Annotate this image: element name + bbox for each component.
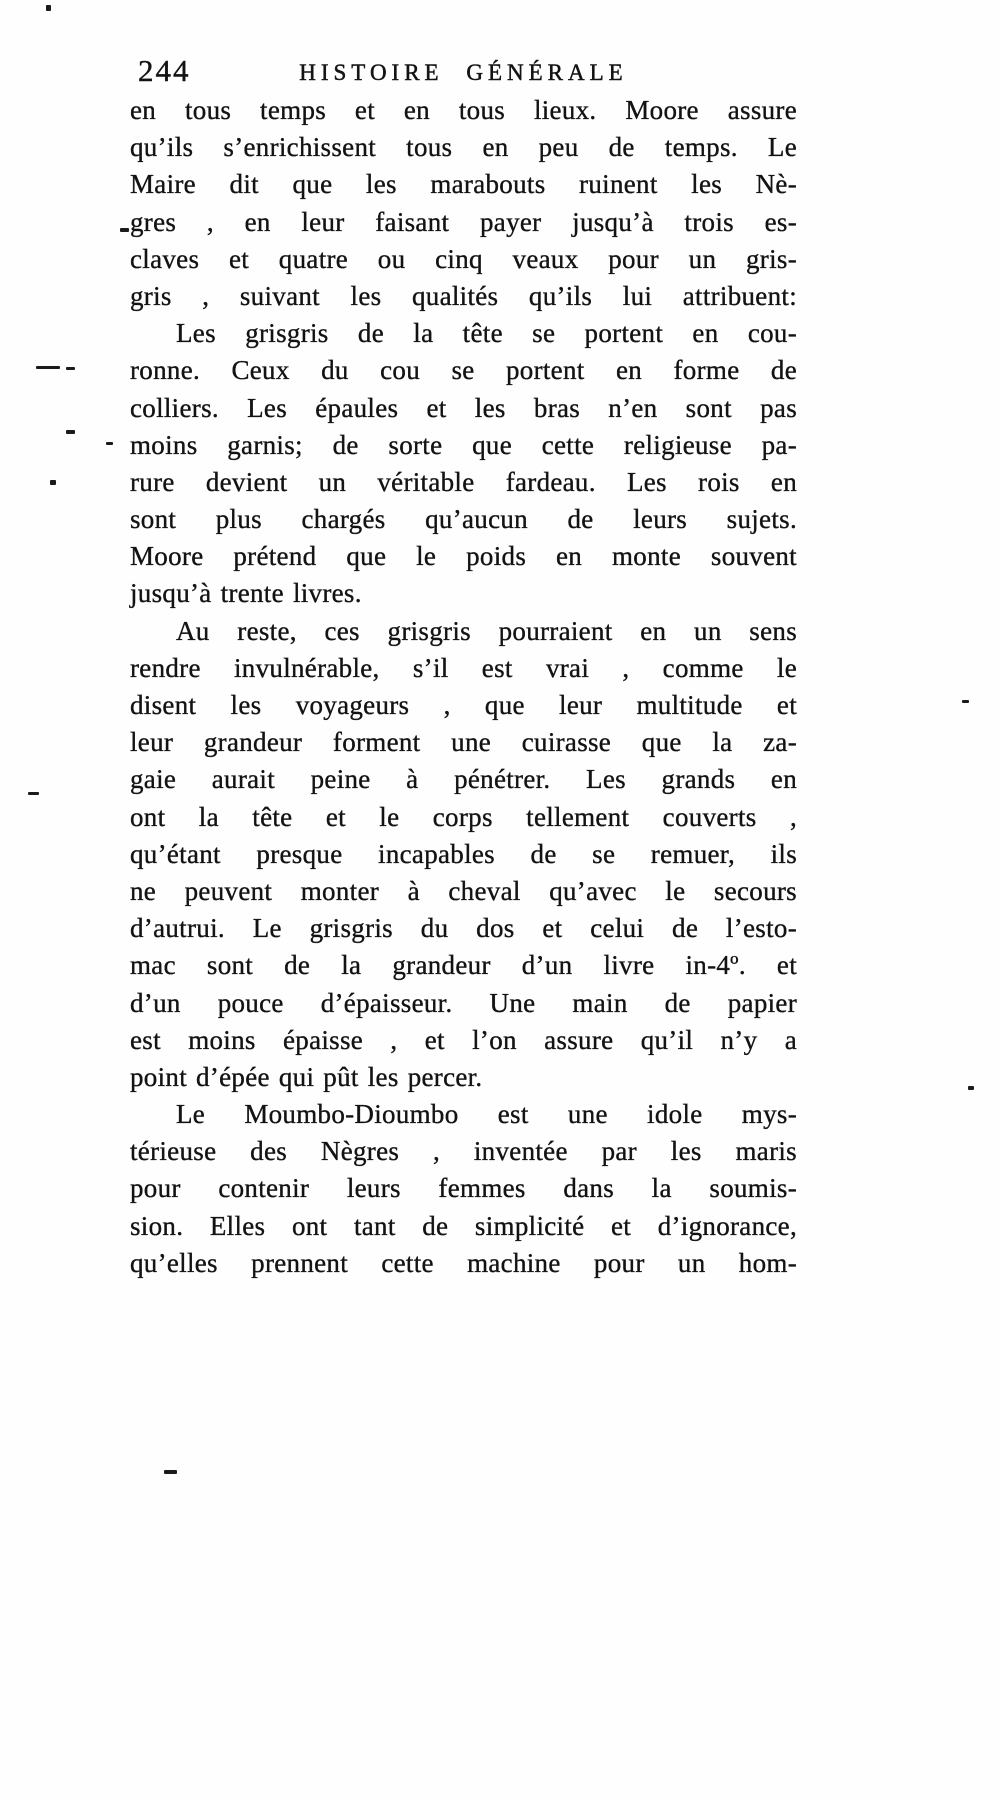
text-line: térieuse des Nègres , inventée par les maris (130, 1136, 797, 1167)
text-line: Le Moumbo-Dioumbo est une idole mys- (176, 1099, 797, 1130)
running-title: HISTOIRE GÉNÉRALE (299, 60, 628, 85)
text-line: Moore prétend que le poids en monte souvent (130, 541, 797, 572)
text-line: qu’étant presque incapables de se remuer, ils (130, 838, 797, 869)
scan-speck (106, 442, 113, 445)
text-line: qu’ils s’enrichissent tous en peu de temps. Le (130, 132, 797, 163)
scan-speck (120, 228, 129, 232)
scan-speck (50, 480, 56, 485)
text-body (130, 92, 797, 1282)
text-line: colliers. Les épaules et les bras n’en sont pas (130, 392, 797, 423)
scan-speck (968, 1086, 974, 1090)
text-line: sont plus chargés qu’aucun de leurs sujets. (130, 504, 797, 535)
text-line: ont la tête et le corps tellement couverts , (130, 801, 797, 832)
scan-speck (66, 367, 75, 370)
text-line: en tous temps et en tous lieux. Moore assure (130, 95, 797, 125)
scan-speck (28, 792, 39, 795)
text-line: moins garnis; de sorte que cette religieuse pa- (130, 429, 797, 460)
text-line: ne peuvent monter à cheval qu’avec le secours (130, 875, 797, 906)
scan-speck (962, 700, 969, 703)
text-line: leur grandeur forment une cuirasse que la za- (130, 727, 797, 758)
scan-speck (164, 1470, 177, 1474)
text-line: ronne. Ceux du cou se portent en forme de (130, 355, 797, 386)
text-line: point d’épée qui pût les percer. (130, 1061, 483, 1092)
text-line: jusqu’à trente livres. (130, 578, 362, 609)
text-line: Les grisgris de la tête se portent en cou- (176, 318, 797, 349)
text-line: gris , suivant les qualités qu’ils lui attribuent: (130, 280, 797, 311)
text-line: d’autrui. Le grisgris du dos et celui de l’esto- (130, 913, 797, 944)
text-line: est moins épaisse , et l’on assure qu’il n’y a (130, 1024, 797, 1055)
page-header (130, 54, 797, 92)
text-line: gaie aurait peine à pénétrer. Les grands en (130, 764, 797, 795)
text-line: Maire dit que les marabouts ruinent les Nè- (130, 169, 797, 200)
text-line: d’un pouce d’épaisseur. Une main de papier (130, 987, 797, 1018)
text-line: disent les voyageurs , que leur multitude et (130, 690, 797, 720)
scan-speck (66, 430, 75, 434)
text-line: rure devient un véritable fardeau. Les rois en (130, 466, 797, 497)
text-line: qu’elles prennent cette machine pour un hom- (130, 1247, 797, 1278)
text-line: sion. Elles ont tant de simplicité et d’ignorance, (130, 1210, 797, 1241)
text-line: gres , en leur faisant payer jusqu’à trois es- (130, 206, 797, 237)
text-line: mac sont de la grandeur d’un livre in-4º. et (130, 950, 797, 981)
page-number: 244 (138, 53, 191, 88)
scan-speck (36, 366, 60, 369)
text-line: claves et quatre ou cinq veaux pour un gris- (130, 243, 797, 274)
text-line: pour contenir leurs femmes dans la soumis- (130, 1173, 797, 1204)
text-line: rendre invulnérable, s’il est vrai , comme le (130, 652, 797, 683)
scan-speck (46, 5, 51, 11)
text-line: Au reste, ces grisgris pourraient en un sens (176, 615, 797, 646)
